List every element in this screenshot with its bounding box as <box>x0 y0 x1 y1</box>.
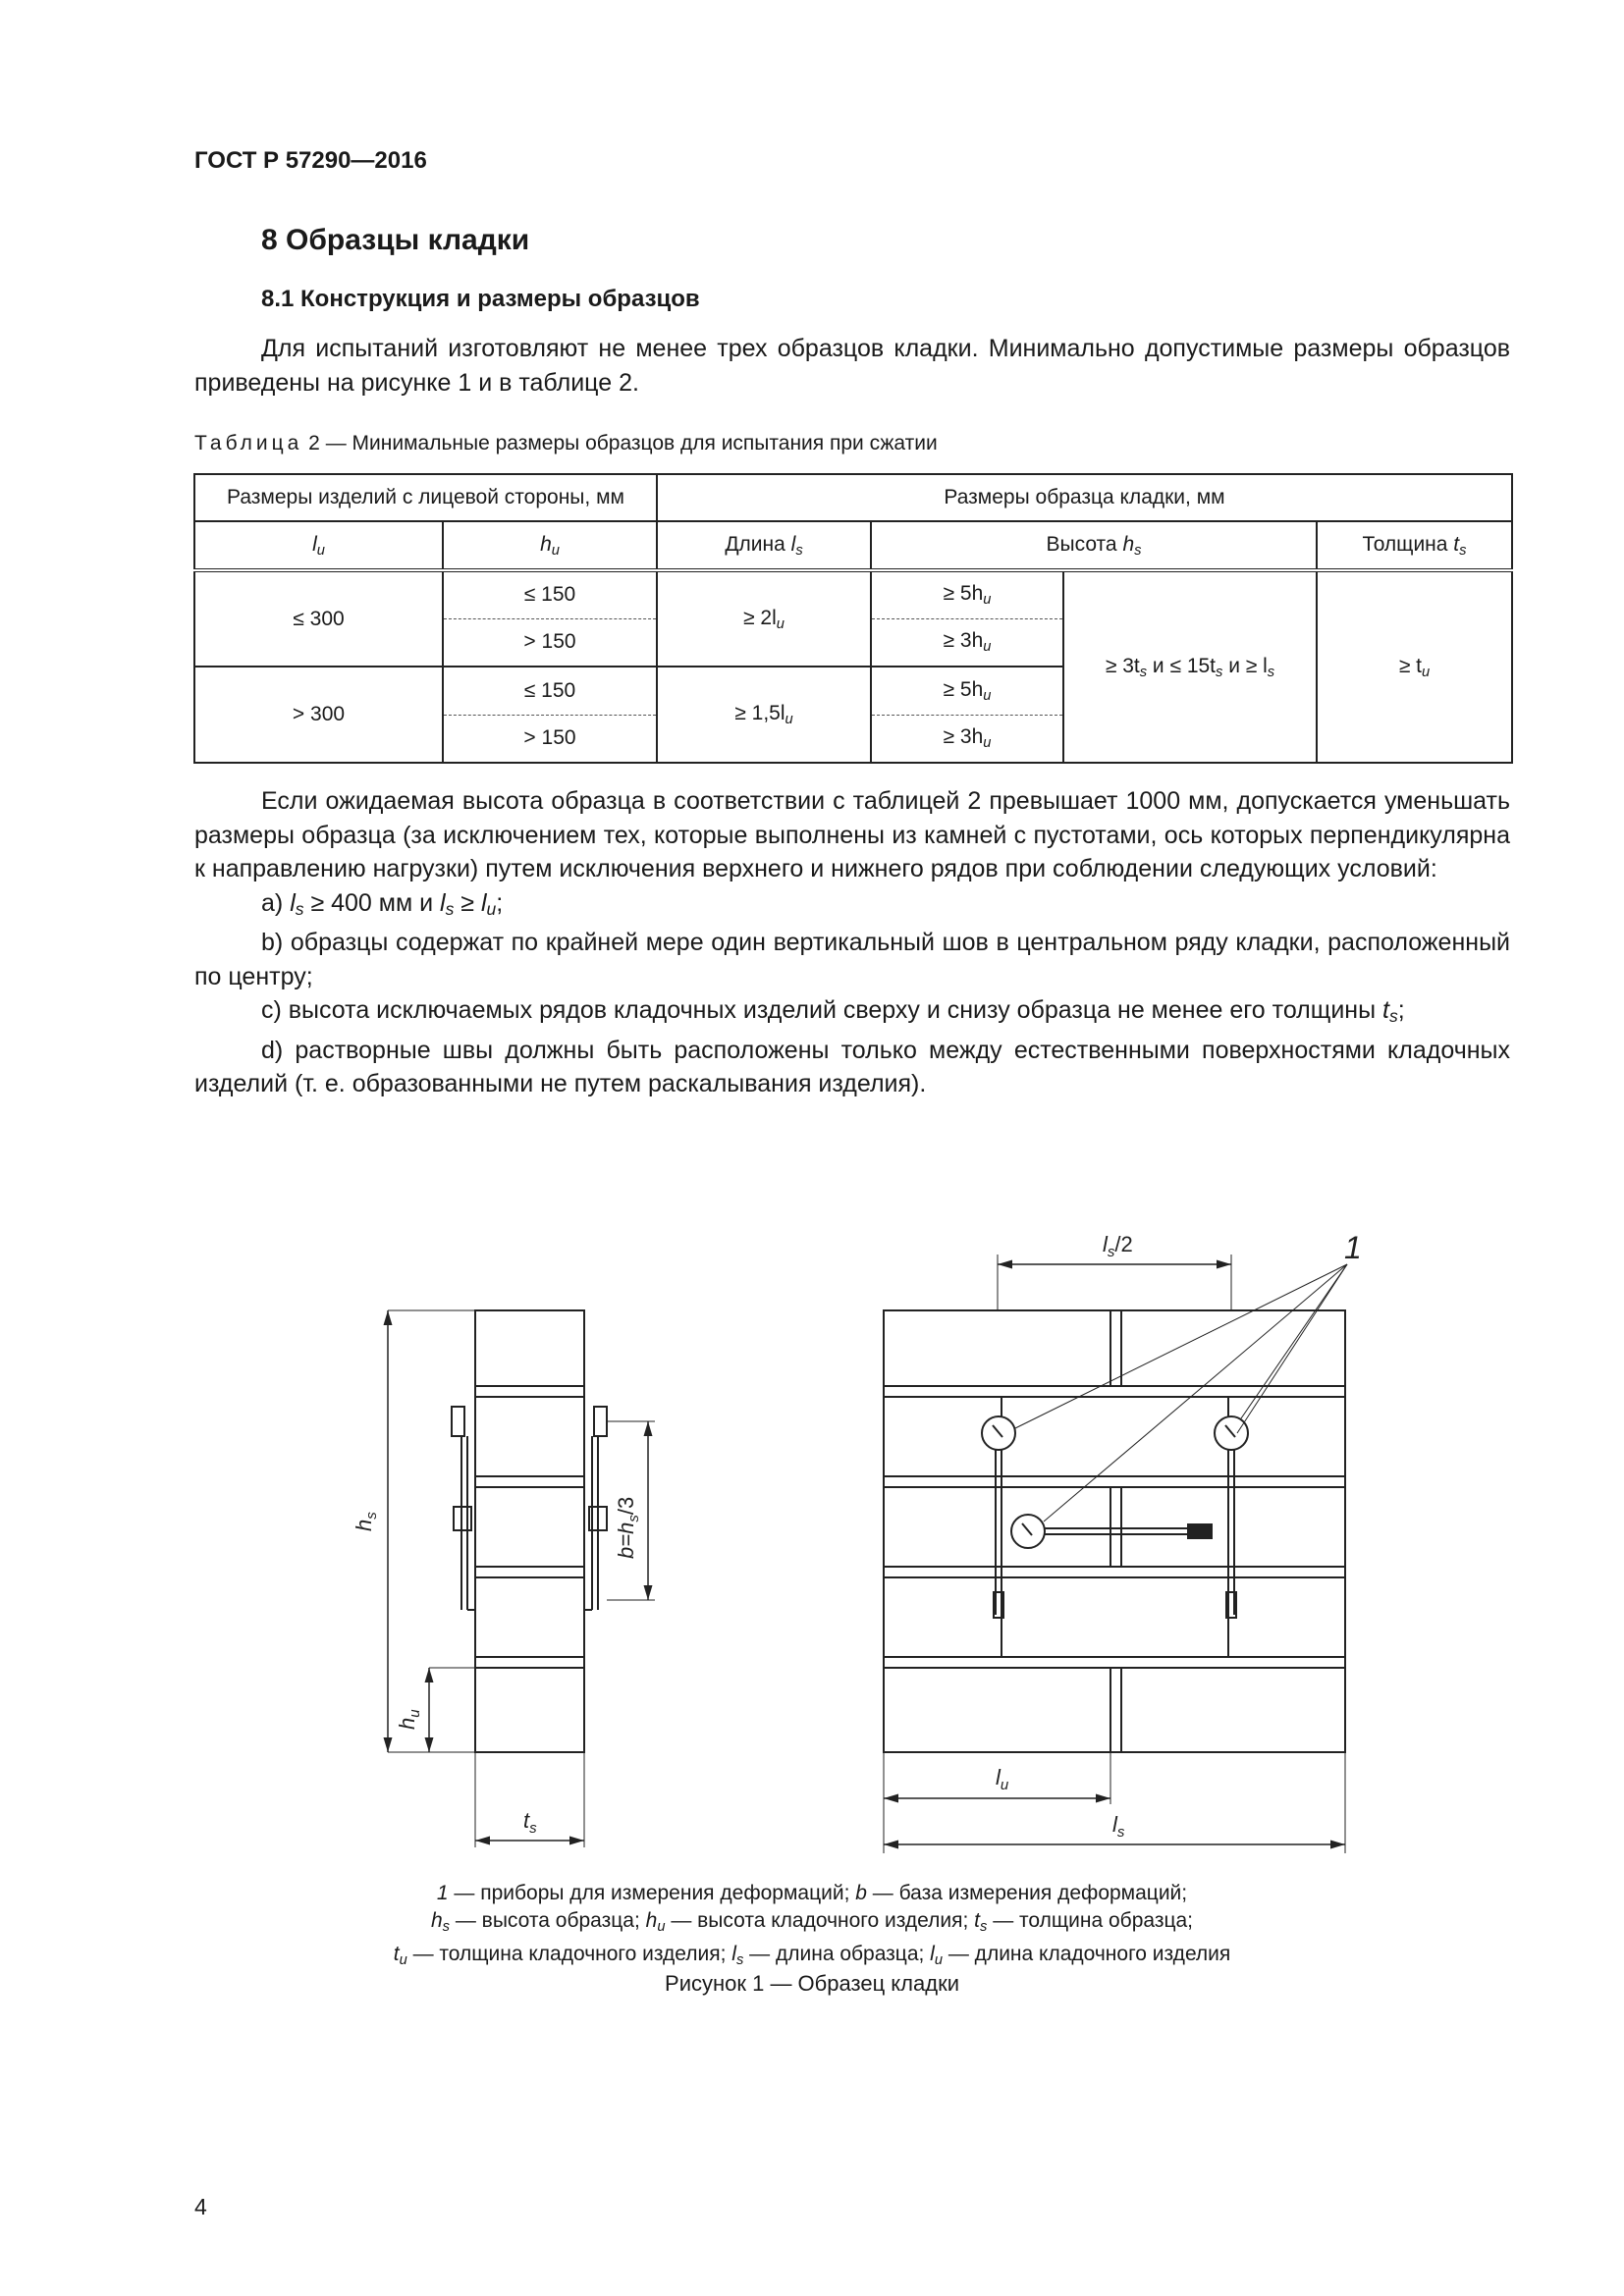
sym: l <box>290 888 296 917</box>
txt: — высота образца; <box>450 1909 646 1932</box>
end: ; <box>1397 996 1405 1024</box>
sub: s <box>363 1512 380 1520</box>
sub: s <box>625 1515 642 1522</box>
table-cell-lu: ≤ 300 <box>194 570 443 667</box>
table-cell-hs-common <box>1063 570 1317 763</box>
hu-label <box>395 1709 423 1730</box>
ts-label <box>523 1808 537 1837</box>
sym: t <box>393 1943 400 1965</box>
txt: /2 <box>1114 1232 1133 1256</box>
left-gauge-icon <box>452 1407 475 1610</box>
sub: s <box>1388 1006 1398 1026</box>
side-view-outline <box>475 1310 584 1752</box>
sym: l <box>480 888 487 917</box>
sym: h <box>352 1519 376 1531</box>
sub: s <box>1267 664 1275 680</box>
dimensions-table <box>193 473 1511 764</box>
sym: l <box>1103 1232 1108 1256</box>
sub: u <box>486 898 497 919</box>
legend-line-3 <box>0 1941 1624 1974</box>
condition-d: d) растворные швы должны быть расположены только между естественными поверхностями кладочных изделий (т. е. образованными не путем раскалывания изделия). <box>194 1036 1510 1097</box>
sym: l <box>731 1943 736 1965</box>
hs-label <box>352 1512 380 1531</box>
txt: ≥ 400 мм и <box>303 888 441 917</box>
sub: u <box>406 1709 423 1718</box>
val: ≥ 5h <box>943 677 984 701</box>
b-label <box>614 1497 642 1559</box>
sym: t <box>1453 532 1460 556</box>
legend-line-1 <box>0 1880 1624 1907</box>
lu-label <box>996 1765 1009 1793</box>
sym: t <box>1382 996 1389 1024</box>
table-cell-hu: > 150 <box>443 715 657 763</box>
sym: h <box>1122 532 1135 556</box>
val: ≥ 1,5l <box>734 702 785 724</box>
val: и ≥ l <box>1222 654 1268 677</box>
txt: /3 <box>614 1496 638 1516</box>
table-header-length <box>657 521 871 570</box>
figure-legend <box>0 1880 1624 1974</box>
table-cell-ls <box>657 570 871 667</box>
sub: u <box>785 712 793 727</box>
txt: — длина образца; <box>743 1943 931 1965</box>
table-caption <box>194 432 938 455</box>
sub: s <box>1139 664 1148 680</box>
sym: l <box>440 888 446 917</box>
table-header-height <box>871 521 1317 570</box>
sub: s <box>795 542 803 559</box>
condition-a <box>194 886 1510 927</box>
conditions-paragraph: Если ожидаемая высота образца в соответствии с таблицей 2 превышает 1000 мм, допускается уменьшать размеры образца (за исключением тех, которые выполнены из камней с пустотами, ось которых перпендикулярна к направлению нагрузки) путем исключения верхнего и нижнего рядов при соблюдении следующих условий: <box>194 787 1510 882</box>
section-title: 8 Образцы кладки <box>261 224 530 256</box>
sub: s <box>295 898 304 919</box>
table-cell-hu: ≤ 150 <box>443 570 657 618</box>
table-cell-hu: > 150 <box>443 618 657 667</box>
document-code: ГОСТ Р 57290—2016 <box>194 147 427 174</box>
table-group-header-specimen: Размеры образца кладки, мм <box>657 474 1512 521</box>
table-cell-hs <box>871 715 1063 763</box>
table-header-hu <box>443 521 657 570</box>
lbl: Длина <box>725 532 791 556</box>
sub: u <box>551 542 560 559</box>
sym: l <box>930 1943 935 1965</box>
sub: s <box>1216 664 1223 680</box>
sub: s <box>1107 1244 1115 1260</box>
ls-label <box>1112 1812 1125 1841</box>
lbl: Высота <box>1046 532 1123 556</box>
val: ≥ 5h <box>943 582 984 606</box>
lbl: Толщина <box>1362 532 1454 556</box>
txt: — длина кладочного изделия <box>943 1943 1231 1965</box>
sym: h <box>430 1909 443 1932</box>
val: ≥ 2l <box>743 606 777 629</box>
right-gauge-icon <box>584 1407 607 1610</box>
table-cell-hs <box>871 570 1063 618</box>
sub: s <box>1116 1824 1125 1841</box>
table-caption-prefix: Таблица <box>194 432 303 454</box>
callout-1-label: 1 <box>1344 1230 1362 1265</box>
end: ; <box>496 888 504 917</box>
table-cell-hs <box>871 667 1063 715</box>
val: и ≤ 15t <box>1147 654 1217 677</box>
txt: — толщина кладочного изделия; <box>406 1943 732 1965</box>
sym: t <box>974 1909 981 1932</box>
sub: u <box>316 542 325 559</box>
dial-gauge-left-icon <box>982 1416 1015 1618</box>
ls-half-label <box>1103 1232 1133 1260</box>
sub: u <box>983 687 992 704</box>
sub: u <box>657 1919 666 1935</box>
table-cell-hs <box>871 618 1063 667</box>
txt: — толщина образца; <box>987 1909 1194 1932</box>
dial-gauge-right-icon <box>1215 1416 1248 1618</box>
txt: ≥ <box>454 888 481 917</box>
callout-leaders <box>1015 1264 1347 1522</box>
front-view <box>884 1230 1362 1853</box>
sub: u <box>983 592 992 609</box>
sym: l <box>996 1765 1001 1789</box>
prefix: a) <box>261 888 291 917</box>
txt: — база измерения деформаций; <box>866 1882 1188 1904</box>
table-cell-ls <box>657 667 871 763</box>
sym: b <box>855 1882 867 1904</box>
sub: s <box>735 1952 744 1968</box>
sym: h <box>540 532 552 556</box>
sub: s <box>442 1919 451 1935</box>
sym: h <box>395 1717 419 1730</box>
legend-line-2 <box>0 1907 1624 1941</box>
table-cell-ts <box>1317 570 1512 763</box>
condition-b: b) образцы содержат по крайней мере один вертикальный шов в центральном ряду кладки, расположенный по центру; <box>194 929 1510 990</box>
sym: l <box>312 532 317 556</box>
table-caption-rest: 2 — Минимальные размеры образцов для испытания при сжатии <box>302 432 938 454</box>
sub: u <box>776 615 785 632</box>
sub: u <box>1000 1777 1009 1793</box>
intro-paragraph <box>194 332 1510 400</box>
sub: u <box>399 1952 407 1968</box>
intro-text: Для испытаний изготовляют не менее трех образцов кладки. Минимально допустимые размеры образцов приведены на рисунке 1 и в таблице 2. <box>194 335 1510 397</box>
sub: s <box>980 1919 988 1935</box>
sym: 1 <box>436 1882 449 1904</box>
sub: s <box>445 898 455 919</box>
table-group-header-product: Размеры изделий с лицевой стороны, мм <box>194 474 657 521</box>
sub: u <box>983 735 992 752</box>
sub: u <box>983 639 992 656</box>
sub: s <box>1134 542 1142 559</box>
val: ≥ t <box>1398 654 1423 677</box>
specimen-figure <box>0 1207 1624 1855</box>
sym: b=h <box>614 1522 638 1559</box>
sym: t <box>523 1808 530 1833</box>
conditions-text <box>194 784 1510 1101</box>
figure-caption: Рисунок 1 — Образец кладки <box>665 1971 959 1996</box>
sub: u <box>934 1952 944 1968</box>
val: ≥ 3t <box>1105 654 1140 677</box>
table-header-lu <box>194 521 443 570</box>
sub: s <box>1459 542 1467 559</box>
sym: l <box>1112 1812 1117 1837</box>
table-header-thickness <box>1317 521 1512 570</box>
side-view <box>352 1310 655 1847</box>
table-cell-lu: > 300 <box>194 667 443 763</box>
txt: — высота кладочного изделия; <box>665 1909 975 1932</box>
val: ≥ 3h <box>943 725 984 749</box>
txt: — приборы для измерения деформаций; <box>448 1882 856 1904</box>
table-cell-hu: ≤ 150 <box>443 667 657 715</box>
condition-c <box>194 993 1510 1034</box>
val: ≥ 3h <box>943 629 984 653</box>
sub: s <box>529 1820 537 1837</box>
txt: c) высота исключаемых рядов кладочных изделий сверху и снизу образца не менее его толщины <box>261 996 1383 1024</box>
front-view-outline <box>884 1310 1345 1752</box>
page-number: 4 <box>194 2194 207 2219</box>
sub: u <box>1422 664 1431 680</box>
sym: h <box>645 1909 658 1932</box>
subsection-title: 8.1 Конструкция и размеры образцов <box>261 286 700 312</box>
sym: l <box>790 532 796 556</box>
